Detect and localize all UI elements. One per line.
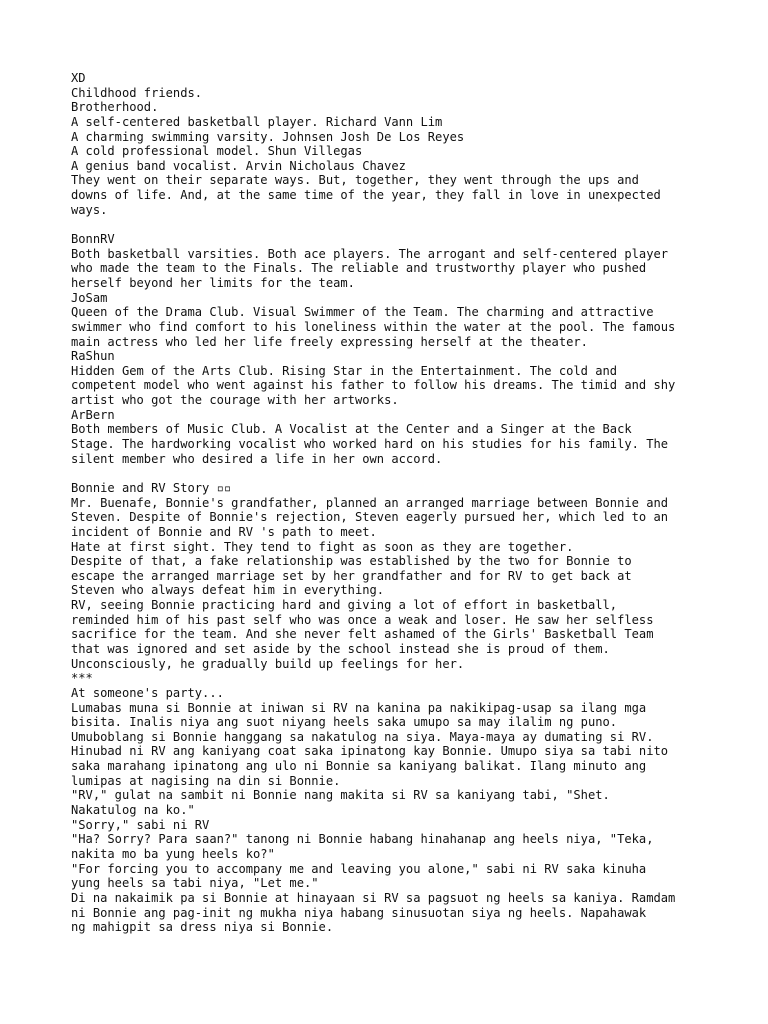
section-heading: ArBern <box>71 407 115 422</box>
text-line: ng mahigpit sa dress niya si Bonnie. <box>71 920 334 935</box>
text-line: Hinubad ni RV ang kaniyang coat saka ipinatong kay Bonnie. Umupo siya sa tabi nito <box>71 744 669 759</box>
text-line: silent member who desired a life in her own accord. <box>71 451 443 466</box>
text-line: reminded him of his past self who was once a weak and loser. He saw her selfless <box>71 612 654 627</box>
text-line: bisita. Inalis niya ang suot niyang heels saka umupo sa may ilalim ng puno. <box>71 715 618 730</box>
section-heading: JoSam <box>71 290 108 305</box>
text-line: nakita mo ba yung heels ko?" <box>71 846 275 861</box>
text-line: Hate at first sight. They tend to fight as soon as they are together. <box>71 539 574 554</box>
text-line: XD <box>71 71 86 85</box>
text-line: A cold professional model. Shun Villegas <box>71 144 363 159</box>
text-line: A charming swimming varsity. Johnsen Josh De Los Reyes <box>71 129 465 144</box>
text-line: competent model who went against his father to follow his dreams. The timid and shy <box>71 378 676 393</box>
text-line: "RV," gulat na sambit ni Bonnie nang makita si RV sa kaniyang tabi, "Shet. <box>71 788 610 803</box>
text-line: Umuboblang si Bonnie hanggang sa nakatulog na siya. Maya-maya ay dumating si RV. <box>71 729 654 744</box>
text-line: RV, seeing Bonnie practicing hard and giving a lot of effort in basketball, <box>71 598 618 613</box>
text-line: They went on their separate ways. But, together, they went through the ups and <box>71 173 639 188</box>
text-line: Hidden Gem of the Arts Club. Rising Star in the Entertainment. The cold and <box>71 363 618 378</box>
text-line: downs of life. And, at the same time of the year, they fall in love in unexpected <box>71 188 661 203</box>
blank-line <box>71 466 731 481</box>
scene-separator: *** <box>71 671 93 686</box>
text-line: ways. <box>71 202 108 217</box>
text-line: saka marahang ipinatong ang ulo ni Bonnie sa kaniyang balikat. Ilang minuto ang <box>71 759 647 774</box>
text-line: Lumabas muna si Bonnie at iniwan si RV na kanina pa nakikipag-usap sa ilang mga <box>71 700 647 715</box>
text-line: "Sorry," sabi ni RV <box>71 817 210 832</box>
text-line: Brotherhood. <box>71 100 159 115</box>
text-line: Steven. Despite of Bonnie's rejection, Steven eagerly pursued her, which led to an <box>71 510 669 525</box>
text-line: A genius band vocalist. Arvin Nicholaus Chavez <box>71 158 406 173</box>
text-line: Despite of that, a fake relationship was established by the two for Bonnie to <box>71 554 632 569</box>
text-line: herself beyond her limits for the team. <box>71 275 355 290</box>
text-line: swimmer who find comfort to his loneliness within the water at the pool. The famous <box>71 319 676 334</box>
text-line: ni Bonnie ang pag-init ng mukha niya habang sinusuotan siya ng heels. Napahawak <box>71 905 647 920</box>
text-line: sacrifice for the team. And she never felt ashamed of the Girls' Basketball Team <box>71 627 654 642</box>
section-heading: RaShun <box>71 349 115 364</box>
blank-line <box>71 217 731 232</box>
text-line: Queen of the Drama Club. Visual Swimmer of the Team. The charming and attractive <box>71 305 654 320</box>
text-line: lumipas at nagising na din si Bonnie. <box>71 773 341 788</box>
text-line: Mr. Buenafe, Bonnie's grandfather, planned an arranged marriage between Bonnie and <box>71 495 669 510</box>
section-heading: Bonnie and RV Story ▫▫ <box>71 480 232 495</box>
text-line: "For forcing you to accompany me and leaving you alone," sabi ni RV saka kinuha <box>71 861 647 876</box>
text-line: Childhood friends. <box>71 85 203 100</box>
text-line: Both members of Music Club. A Vocalist at the Center and a Singer at the Back <box>71 422 632 437</box>
text-line: Di na nakaimik pa si Bonnie at hinayaan si RV sa pagsuot ng heels sa kaniya. Ramdam <box>71 890 676 905</box>
text-line: main actress who led her life freely expressing herself at the theater. <box>71 334 588 349</box>
text-line: Both basketball varsities. Both ace players. The arrogant and self-centered player <box>71 246 669 261</box>
text-line: Nakatulog na ko." <box>71 803 195 818</box>
text-line: that was ignored and set aside by the school instead she is proud of them. <box>71 641 610 656</box>
text-line: Stage. The hardworking vocalist who worked hard on his studies for his family. The <box>71 437 669 452</box>
text-line: yung heels sa tabi niya, "Let me." <box>71 876 319 891</box>
text-line: artist who got the courage with her artworks. <box>71 393 399 408</box>
text-line: At someone's party... <box>71 685 224 700</box>
text-line: who made the team to the Finals. The reliable and trustworthy player who pushed <box>71 261 647 276</box>
text-line: A self-centered basketball player. Richard Vann Lim <box>71 114 443 129</box>
text-line: incident of Bonnie and RV 's path to meet. <box>71 524 377 539</box>
section-heading: BonnRV <box>71 232 115 247</box>
text-line: Unconsciously, he gradually build up feelings for her. <box>71 656 465 671</box>
text-line: escape the arranged marriage set by her grandfather and for RV to get back at <box>71 568 632 583</box>
text-line: Steven who always defeat him in everything. <box>71 583 385 598</box>
text-line: "Ha? Sorry? Para saan?" tanong ni Bonnie habang hinahanap ang heels niya, "Teka, <box>71 832 654 847</box>
document-body <box>71 71 731 935</box>
